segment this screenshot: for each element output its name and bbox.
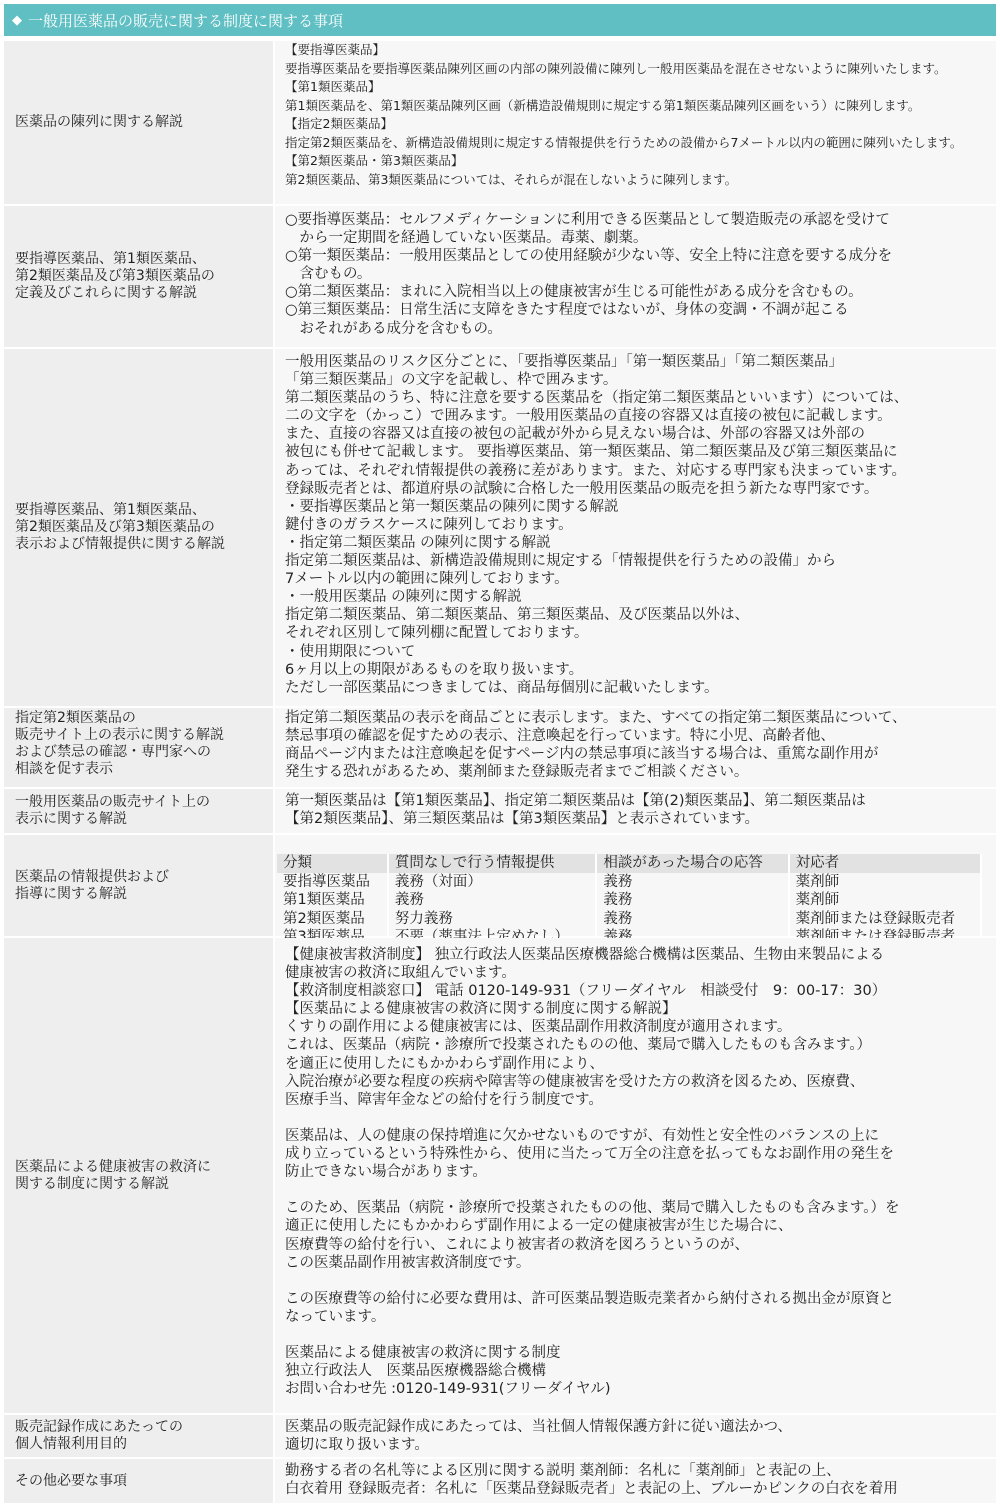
grid-header: 対応者 <box>789 854 981 873</box>
row-label: 医薬品の陳列に関する解説 <box>4 41 275 204</box>
row-content <box>275 835 996 936</box>
row-content: 【健康被害救済制度】 独立行政法人医薬品医療機器総合機構は医薬品、生物由来製品による 健康被害の救済に取組んでいます。 【救済制度相談窓口】 電話 0120-149-931（フリーダイヤル 相談受付 9：00-17：30） 【医薬品による健康被害の救済に関する制度に関する解説】 くすりの副作用による健康被害には、医薬品副作用救済制度が適用されます。 これは、医薬品（病院・診療所で投薬されたものの他、薬局で購入したものも含みます。） を適正に使用したにもかかわらず副作用により、 入院治療が必要な程度の疾病や障害等の健康被害を受けた方の救済を図るため、医療費、 医療手当、障害年金などの給付を行う制度です。 医薬品は、人の健康の保持増進に欠かせないものですが、有効性と安全性のバランスの上に 成り立っているという特殊性から、使用に当たって万全の注意を払ってもなお副作用の発生を 防止できない場合があります。 このため、医薬品（病院・診療所で投薬されたものの他、薬局で購入したものも含みます。）を 適正に使用したにもかかわらず副作用による一定の健康被害が生じた場合に、 医療費等の給付を行い、これにより被害者の救済を図ろうというのが、 この医薬品副作用被害救済制度です。 この医療費等の給付に必要な費用は、許可医薬品製造販売業者から納付される拠出金が原資と なっています。 医薬品による健康被害の救済に関する制度 独立行政法人 医薬品医療機器総合機構 お問い合わせ先 :0120-149-931(フリーダイヤル) <box>275 938 996 1413</box>
grid-header: 相談があった場合の応答 <box>596 854 788 873</box>
table-row <box>4 789 996 835</box>
table-row <box>4 349 996 708</box>
grid-cell: 義務 <box>388 891 596 910</box>
table-row <box>4 1415 996 1459</box>
grid-cell: 第1類医薬品 <box>277 891 388 910</box>
row-content: 医薬品の販売記録作成にあたっては、当社個人情報保護方針に従い適法かつ、 適切に取り扱います。 <box>275 1415 996 1457</box>
grid-cell: 薬剤師 <box>789 891 981 910</box>
row-label: 販売記録作成にあたっての 個人情報利用目的 <box>4 1415 275 1457</box>
row-label: 要指導医薬品、第1類医薬品、 第2類医薬品及び第3類医薬品の 表示および情報提供に関する解説 <box>4 349 275 706</box>
section-title: 一般用医薬品の販売に関する制度に関する事項 <box>28 11 344 30</box>
row-content: 勤務する者の名札等による区別に関する説明 薬剤師：名札に「薬剤師」と表記の上、 白衣着用 登録販売者：名札に「医薬品登録販売者」と表記の上、ブルーかピンクの白衣を着用 <box>275 1459 996 1503</box>
grid-cell: 薬剤師または登録販売者 <box>789 910 981 929</box>
row-label: その他必要な事項 <box>4 1459 275 1503</box>
grid-cell: 義務 <box>596 910 788 929</box>
grid-cell: 薬剤師 <box>789 873 981 892</box>
grid-cell: 義務 <box>596 891 788 910</box>
info-table <box>4 41 996 1505</box>
table-row <box>4 206 996 349</box>
section-header <box>4 4 996 36</box>
grid-cell: 第2類医薬品 <box>277 910 388 929</box>
row-content: ○要指導医薬品：セルフメディケーションに利用できる医薬品として製造販売の承認を受けて から一定期間を経過していない医薬品。毒薬、劇薬。 ○第一類医薬品：一般用医薬品としての使用経験が少ない等、安全上特に注意を要する成分を 含むもの。 ○第二類医薬品：まれに入院相当以上の健康被害が生じる可能性がある成分を含むもの。 ○第三類医薬品：日常生活に支障をきたす程度ではないが、身体の変調・不調が起こる おそれがある成分を含むもの。 <box>275 206 996 347</box>
row-label: 医薬品の情報提供および 指導に関する解説 <box>4 835 275 936</box>
row-content: 【要指導医薬品】 要指導医薬品を要指導医薬品陳列区画の内部の陳列設備に陳列し一般用医薬品を混在させないように陳列いたします。 【第1類医薬品】 第1類医薬品を、第1類医薬品陳列区画（新構造設備規則に規定する第1類医薬品陳列区画をいう）に陳列します。 【指定2類医薬品】 指定第2類医薬品を、新構造設備規則に規定する情報提供を行うための設備から7メートル以内の範囲に陳列いたします。 【第2類医薬品・第3類医薬品】 第2類医薬品、第3類医薬品については、それらが混在しないように陳列します。 <box>275 41 996 204</box>
row-label: 指定第2類医薬品の 販売サイト上の表示に関する解説 および禁忌の確認・専門家への 相談を促す表示 <box>4 708 275 787</box>
row-label: 要指導医薬品、第1類医薬品、 第2類医薬品及び第3類医薬品の 定義及びこれらに関する解説 <box>4 206 275 347</box>
row-label: 一般用医薬品の販売サイト上の 表示に関する解説 <box>4 789 275 833</box>
row-content: 第一類医薬品は【第1類医薬品】、指定第二類医薬品は【第(2)類医薬品】、第二類医薬品は 【第2類医薬品】、第三類医薬品は【第3類医薬品】と表示されています。 <box>275 789 996 833</box>
info-provision-grid <box>277 854 982 947</box>
grid-row <box>277 891 981 910</box>
grid-cell: 義務（対面） <box>388 873 596 892</box>
grid-header-row <box>277 854 981 873</box>
grid-cell: 義務 <box>596 873 788 892</box>
row-content: 一般用医薬品のリスク区分ごとに、「要指導医薬品」「第一類医薬品」「第二類医薬品」 「第三類医薬品」の文字を記載し、枠で囲みます。 第二類医薬品のうち、特に注意を要する医薬品を（指定第二類医薬品といいます）については、 二の文字を（かっこ）で囲みます。一般用医薬品の直接の容器又は直接の被包に記載します。 また、直接の容器又は直接の被包の記載が外から見えない場合は、外部の容器又は外部の 被包にも併せて記載します。 要指導医薬品、第一類医薬品、第二類医薬品及び第三類医薬品に あっては、それぞれ情報提供の義務に差があります。また、対応する専門家も決まっています。 登録販売者とは、都道府県の試験に合格した一般用医薬品の販売を担う新たな専門家です。 ・要指導医薬品と第一類医薬品の陳列に関する解説 鍵付きのガラスケースに陳列しております。 ・指定第二類医薬品 の陳列に関する解説 指定第二類医薬品は、新構造設備規則に規定する「情報提供を行うための設備」から 7メートル以内の範囲に陳列しております。 ・一般用医薬品 の陳列に関する解説 指定第二類医薬品、第二類医薬品、第三類医薬品、及び医薬品以外は、 それぞれ区別して陳列棚に配置しております。 ・使用期限について 6ヶ月以上の期限があるものを取り扱います。 ただし一部医薬品につきましては、商品毎個別に記載いたします。 <box>275 349 996 706</box>
grid-row <box>277 910 981 929</box>
table-row <box>4 1459 996 1505</box>
row-content: 指定第二類医薬品の表示を商品ごとに表示します。また、すべての指定第二類医薬品について、 禁忌事項の確認を促すための表示、注意喚起を行っています。特に小児、高齢者他、 商品ページ内または注意喚起を促すページ内の禁忌事項に該当する場合は、重篤な副作用が 発生する恐れがあるため、薬剤師また登録販売者までご相談ください。 <box>275 708 996 787</box>
grid-header: 分類 <box>277 854 388 873</box>
table-row <box>4 938 996 1415</box>
grid-cell: 努力義務 <box>388 910 596 929</box>
row-label: 医薬品による健康被害の救済に 関する制度に関する解説 <box>4 938 275 1413</box>
grid-cell: 要指導医薬品 <box>277 873 388 892</box>
grid-row <box>277 873 981 892</box>
diamond-icon: ◆ <box>12 12 22 28</box>
grid-header: 質問なしで行う情報提供 <box>388 854 596 873</box>
table-row <box>4 708 996 789</box>
table-row <box>4 41 996 206</box>
table-row <box>4 835 996 938</box>
